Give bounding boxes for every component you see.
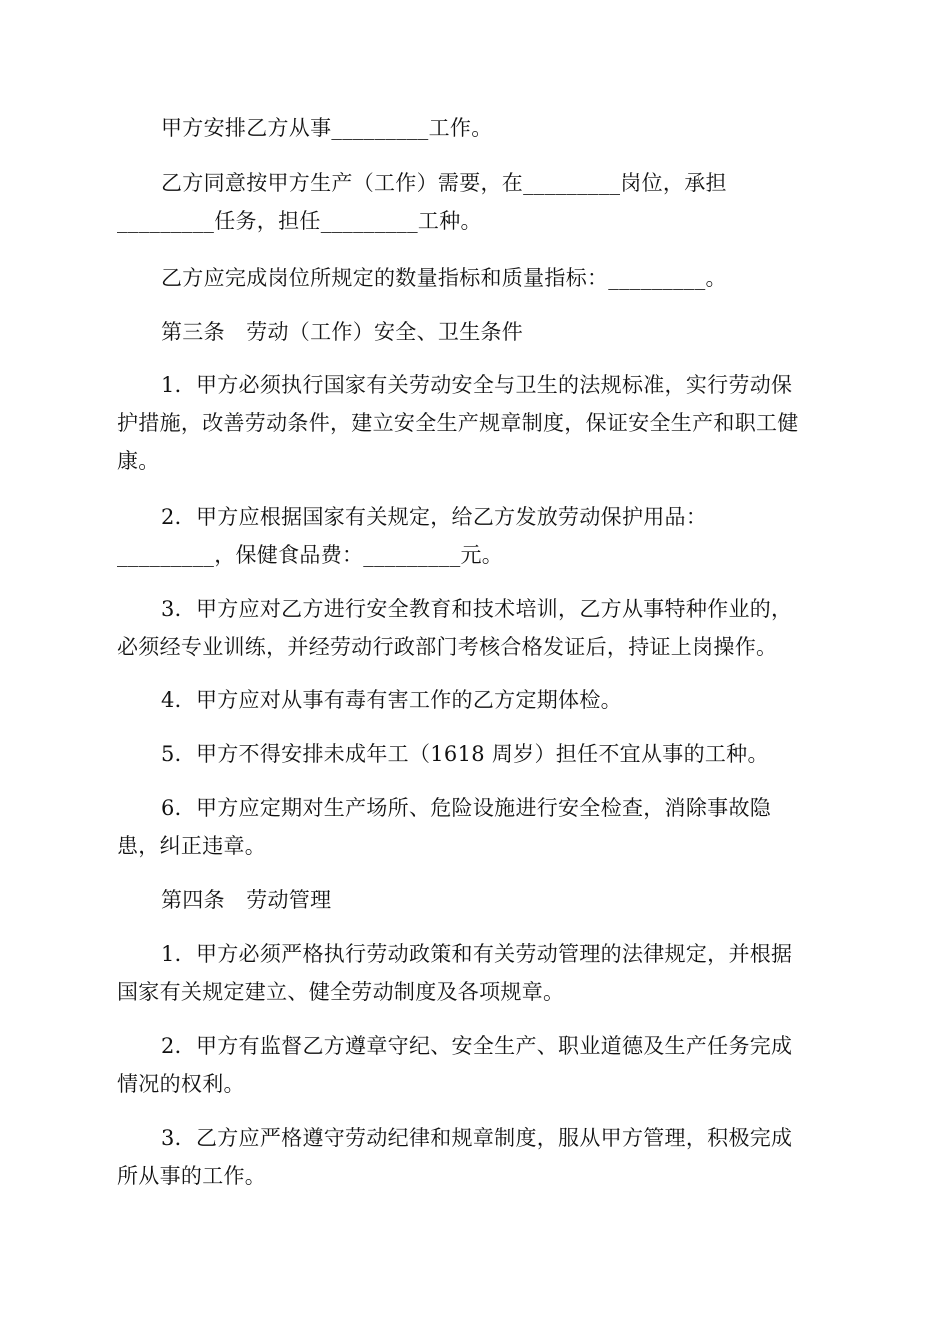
paragraph-line: 2．甲方应根据国家有关规定，给乙方发放劳动保护用品： (161, 505, 708, 529)
paragraph-line: 3．甲方应对乙方进行安全教育和技术培训，乙方从事特种作业的， (161, 597, 793, 621)
paragraph-line: _________，保健食品费：_________元。 (117, 543, 504, 567)
paragraph-line: 1．甲方必须执行国家有关劳动安全与卫生的法规标准，实行劳动保 (161, 373, 793, 397)
paragraph-line: 护措施，改善劳动条件，建立安全生产规章制度，保证安全生产和职工健 (117, 411, 799, 435)
paragraph-line: 康。 (117, 449, 160, 473)
paragraph-line: 5．甲方不得安排未成年工（1618 周岁）担任不宜从事的工种。 (161, 742, 769, 766)
paragraph-line: 乙方应完成岗位所规定的数量指标和质量指标：_________。 (161, 266, 727, 290)
paragraph-line: 3．乙方应严格遵守劳动纪律和规章制度，服从甲方管理，积极完成 (161, 1126, 793, 1150)
paragraph-line: 情况的权利。 (117, 1072, 245, 1096)
paragraph-line: 1．甲方必须严格执行劳动政策和有关劳动管理的法律规定，并根据 (161, 942, 793, 966)
paragraph-line: 2．甲方有监督乙方遵章守纪、安全生产、职业道德及生产任务完成 (161, 1034, 793, 1058)
paragraph-line: 6．甲方应定期对生产场所、危险设施进行安全检查，消除事故隐 (161, 796, 772, 820)
paragraph-line: 甲方安排乙方从事_________工作。 (161, 116, 493, 140)
paragraph-line: 4．甲方应对从事有毒有害工作的乙方定期体检。 (161, 688, 622, 712)
paragraph-line: 所从事的工作。 (117, 1164, 267, 1188)
paragraph-line: 必须经专业训练，并经劳动行政部门考核合格发证后，持证上岗操作。 (117, 635, 778, 659)
paragraph-line: 国家有关规定建立、健全劳动制度及各项规章。 (117, 980, 565, 1004)
section-heading: 第三条 劳动（工作）安全、卫生条件 (161, 320, 524, 344)
paragraph-line: 乙方同意按甲方生产（工作）需要，在_________岗位，承担 (161, 171, 727, 195)
paragraph-line: _________任务，担任_________工种。 (117, 209, 482, 233)
section-heading: 第四条 劳动管理 (161, 888, 332, 912)
paragraph-line: 患，纠正违章。 (117, 834, 267, 858)
